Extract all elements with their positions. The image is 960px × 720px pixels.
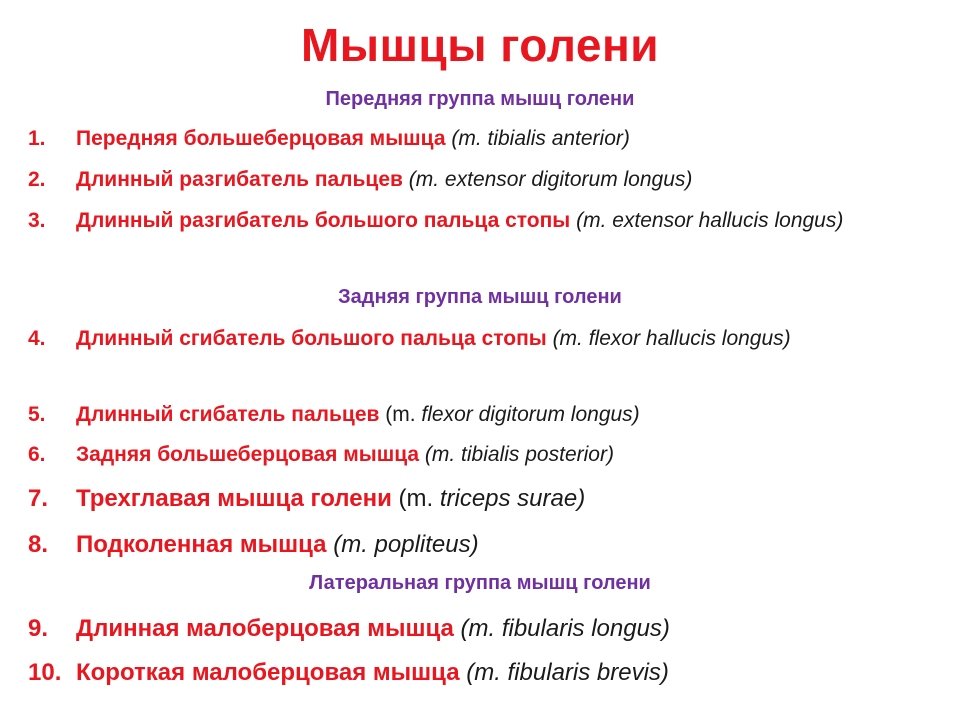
muscle-name-ru: Короткая малоберцовая мышца bbox=[76, 659, 460, 686]
muscle-name-ru: Длинный разгибатель пальцев bbox=[76, 168, 403, 191]
muscle-name-latin: (m. tibialis posterior) bbox=[424, 443, 614, 466]
muscle-name-ru: Длинная малоберцовая мышца bbox=[76, 615, 454, 642]
latin-prefix: (m. bbox=[379, 403, 422, 426]
item-number: 1. bbox=[28, 127, 46, 150]
muscle-name-ru: Задняя большеберцовая мышца bbox=[76, 443, 420, 466]
muscle-name-ru: Длинный сгибатель пальцев bbox=[76, 403, 380, 426]
muscle-name-ru: Длинный разгибатель большого пальца стопы bbox=[76, 209, 571, 232]
latin-prefix bbox=[454, 615, 461, 642]
muscle-name-latin: (m. extensor digitorum longus) bbox=[408, 168, 693, 191]
muscle-name-latin: (m. fibularis brevis) bbox=[466, 659, 669, 686]
item-number: 3. bbox=[28, 209, 46, 232]
muscle-name-latin: (m. flexor hallucis longus) bbox=[552, 327, 791, 350]
muscle-name-latin: flexor digitorum longus) bbox=[421, 403, 640, 426]
latin-prefix: (m. bbox=[391, 485, 440, 512]
muscle-name-ru: Длинный сгибатель большого пальца стопы bbox=[76, 327, 547, 350]
item-number: 10. bbox=[28, 659, 62, 686]
group-heading-posterior: Задняя группа мышц голени bbox=[338, 286, 622, 308]
muscle-name-ru: Трехглавая мышца голени bbox=[76, 485, 392, 512]
muscle-item-1 bbox=[28, 122, 930, 156]
muscle-item-3 bbox=[28, 204, 930, 238]
muscle-item-7 bbox=[28, 482, 930, 516]
muscle-item-6 bbox=[28, 438, 930, 472]
item-number: 2. bbox=[28, 168, 46, 191]
muscle-name-latin: (m. extensor hallucis longus) bbox=[576, 209, 844, 232]
group-heading-anterior: Передняя группа мышц голени bbox=[325, 88, 635, 110]
muscle-item-8 bbox=[28, 528, 930, 562]
item-number: 7. bbox=[28, 485, 49, 512]
muscle-item-2 bbox=[28, 163, 930, 197]
muscle-item-9 bbox=[28, 612, 930, 646]
item-number: 4. bbox=[28, 327, 46, 350]
item-number: 8. bbox=[28, 531, 49, 558]
muscle-name-latin: (m. tibialis anterior) bbox=[451, 127, 630, 150]
muscle-item-10 bbox=[28, 656, 930, 690]
item-number: 5. bbox=[28, 403, 46, 426]
item-number: 6. bbox=[28, 443, 46, 466]
muscle-name-latin: (m. popliteus) bbox=[333, 531, 479, 558]
muscle-name-ru: Передняя большеберцовая мышца bbox=[76, 127, 446, 150]
muscle-item-4 bbox=[28, 322, 930, 356]
group-heading-lateral: Латеральная группа мышц голени bbox=[309, 572, 651, 594]
slide-title: Мышцы голени bbox=[300, 19, 660, 71]
item-number: 9. bbox=[28, 615, 49, 642]
muscle-item-5 bbox=[28, 398, 930, 432]
muscle-name-latin: (m. fibularis longus) bbox=[460, 615, 670, 642]
muscle-name-ru: Подколенная мышца bbox=[76, 531, 327, 558]
muscle-name-latin: triceps surae) bbox=[439, 485, 586, 512]
